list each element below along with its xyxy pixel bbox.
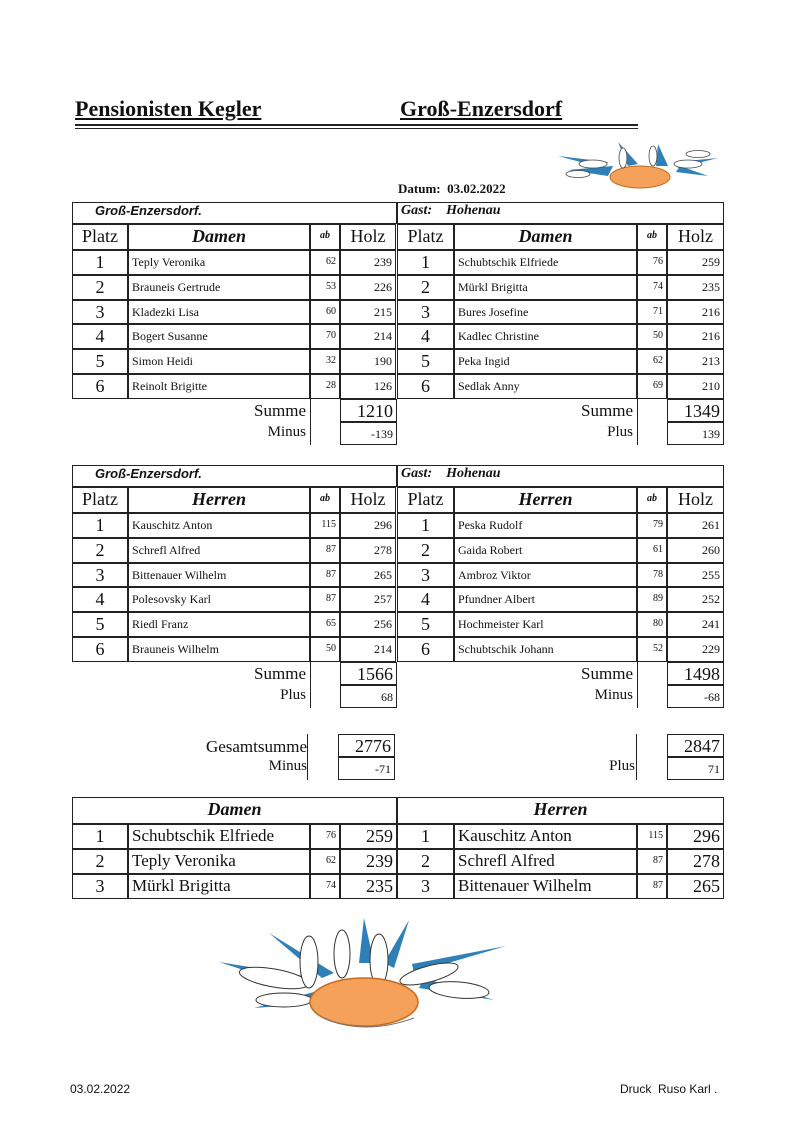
best-herren-header: Herren	[397, 797, 724, 824]
player-name: Schrefl Alfred	[128, 538, 310, 563]
ab-cell: 87	[310, 563, 340, 588]
platz-cell: 6	[72, 374, 128, 399]
total-home-diff-label: Minus	[268, 758, 307, 774]
player-name: Simon Heidi	[128, 349, 310, 374]
best-ab: 115	[637, 824, 667, 849]
divider	[637, 399, 638, 445]
total-guest-diff-label: Plus	[609, 758, 635, 774]
best-ab: 62	[310, 849, 340, 874]
player-name: Teply Veronika	[128, 250, 310, 275]
player-name: Schubtschik Elfriede	[454, 250, 637, 275]
holz-cell: 265	[340, 563, 396, 588]
holz-cell: 256	[340, 612, 396, 637]
guest-team: Hohenau	[446, 203, 501, 218]
platz-cell: 2	[72, 275, 128, 300]
sum-label: Summe	[581, 663, 633, 683]
holz-cell: 229	[667, 637, 724, 662]
diff-value: 68	[340, 685, 397, 708]
holz-cell: 210	[667, 374, 724, 399]
best-holz: 259	[340, 824, 397, 849]
player-name: Bogert Susanne	[128, 324, 310, 349]
total-guest-diff: 71	[667, 757, 724, 780]
holz-cell: 126	[340, 374, 396, 399]
holz-cell: 214	[340, 324, 396, 349]
ab-cell: 52	[637, 637, 667, 662]
best-ab: 76	[310, 824, 340, 849]
best-platz: 2	[72, 849, 128, 874]
diff-value: -139	[340, 422, 397, 445]
best-ab: 74	[310, 874, 340, 899]
ab-cell: 28	[310, 374, 340, 399]
ab-cell: 89	[637, 587, 667, 612]
player-name: Polesovsky Karl	[128, 587, 310, 612]
platz-cell: 5	[397, 349, 454, 374]
platz-cell: 5	[397, 612, 454, 637]
best-holz: 239	[340, 849, 397, 874]
ab-cell: 87	[310, 587, 340, 612]
total-home-diff: -71	[338, 757, 395, 780]
platz-cell: 4	[397, 324, 454, 349]
sum-value: 1498	[667, 662, 724, 685]
total-guest: 2847	[667, 734, 724, 757]
holz-cell: 252	[667, 587, 724, 612]
sum-label: Summe	[581, 400, 633, 420]
holz-cell: 278	[340, 538, 396, 563]
platz-cell: 3	[397, 563, 454, 588]
best-name: Mürkl Brigitta	[128, 874, 310, 899]
best-ab: 87	[637, 874, 667, 899]
col-category: Damen	[454, 224, 637, 250]
guest-team: Hohenau	[446, 466, 501, 481]
holz-cell: 190	[340, 349, 396, 374]
holz-cell: 213	[667, 349, 724, 374]
total-home: 2776	[338, 734, 395, 757]
col-category: Herren	[454, 487, 637, 513]
best-holz: 235	[340, 874, 397, 899]
col-holz: Holz	[340, 224, 396, 250]
diff-label: Minus	[594, 686, 633, 703]
ab-cell: 69	[637, 374, 667, 399]
sum-value: 1566	[340, 662, 397, 685]
divider	[310, 399, 311, 445]
platz-cell: 3	[72, 563, 128, 588]
best-holz: 265	[667, 874, 724, 899]
platz-cell: 5	[72, 349, 128, 374]
player-name: Peka Ingid	[454, 349, 637, 374]
ab-cell: 115	[310, 513, 340, 538]
ab-cell: 74	[637, 275, 667, 300]
bowling-pins-icon	[548, 136, 728, 192]
player-name: Kladezki Lisa	[128, 300, 310, 325]
platz-cell: 1	[397, 513, 454, 538]
diff-label: Plus	[280, 686, 306, 703]
sum-label: Summe	[254, 400, 306, 420]
footer-printer: Druck Ruso Karl .	[620, 1082, 718, 1096]
bowling-pins-large-icon	[214, 918, 514, 1036]
platz-cell: 5	[72, 612, 128, 637]
holz-cell: 261	[667, 513, 724, 538]
best-ab: 87	[637, 849, 667, 874]
platz-cell: 4	[397, 587, 454, 612]
platz-cell: 1	[72, 513, 128, 538]
guest-team-label	[397, 202, 724, 224]
diff-value: -68	[667, 685, 724, 708]
holz-cell: 239	[340, 250, 396, 275]
player-name: Pfundner Albert	[454, 587, 637, 612]
platz-cell: 6	[397, 374, 454, 399]
ab-cell: 50	[310, 637, 340, 662]
ab-cell: 32	[310, 349, 340, 374]
platz-cell: 6	[397, 637, 454, 662]
player-name: Kauschitz Anton	[128, 513, 310, 538]
sum-value: 1349	[667, 399, 724, 422]
guest-label: Gast:	[401, 203, 433, 218]
total-label: Gesamtsumme	[205, 737, 307, 756]
holz-cell: 260	[667, 538, 724, 563]
club-title: Pensionisten Kegler	[75, 96, 262, 121]
platz-cell: 4	[72, 324, 128, 349]
location-title: Groß-Enzersdorf	[400, 96, 563, 121]
diff-value: 139	[667, 422, 724, 445]
col-platz: Platz	[72, 487, 128, 513]
best-platz: 3	[397, 874, 454, 899]
ab-cell: 79	[637, 513, 667, 538]
player-name: Mürkl Brigitta	[454, 275, 637, 300]
ab-cell: 65	[310, 612, 340, 637]
holz-cell: 296	[340, 513, 396, 538]
sum-value: 1210	[340, 399, 397, 422]
col-ab: ab	[310, 487, 340, 513]
best-name: Bittenauer Wilhelm	[454, 874, 637, 899]
player-name: Hochmeister Karl	[454, 612, 637, 637]
ab-cell: 53	[310, 275, 340, 300]
ab-cell: 87	[310, 538, 340, 563]
ab-cell: 50	[637, 324, 667, 349]
ab-cell: 76	[637, 250, 667, 275]
best-name: Schubtschik Elfriede	[128, 824, 310, 849]
best-name: Kauschitz Anton	[454, 824, 637, 849]
best-holz: 296	[667, 824, 724, 849]
col-category: Damen	[128, 224, 310, 250]
player-name: Bures Josefine	[454, 300, 637, 325]
best-name: Schrefl Alfred	[454, 849, 637, 874]
best-platz: 1	[397, 824, 454, 849]
ab-cell: 70	[310, 324, 340, 349]
holz-cell: 235	[667, 275, 724, 300]
player-name: Schubtschik Johann	[454, 637, 637, 662]
date-row	[398, 181, 506, 197]
best-platz: 1	[72, 824, 128, 849]
divider	[310, 662, 311, 708]
col-ab: ab	[637, 224, 667, 250]
ab-cell: 61	[637, 538, 667, 563]
player-name: Sedlak Anny	[454, 374, 637, 399]
platz-cell: 2	[397, 275, 454, 300]
player-name: Reinolt Brigitte	[128, 374, 310, 399]
player-name: Ambroz Viktor	[454, 563, 637, 588]
col-holz: Holz	[340, 487, 396, 513]
best-holz: 278	[667, 849, 724, 874]
col-platz: Platz	[72, 224, 128, 250]
holz-cell: 215	[340, 300, 396, 325]
col-ab: ab	[310, 224, 340, 250]
ab-cell: 71	[637, 300, 667, 325]
sum-label: Summe	[254, 663, 306, 683]
diff-label: Plus	[607, 423, 633, 440]
player-name: Riedl Franz	[128, 612, 310, 637]
col-platz: Platz	[397, 224, 454, 250]
holz-cell: 259	[667, 250, 724, 275]
holz-cell: 257	[340, 587, 396, 612]
player-name: Peska Rudolf	[454, 513, 637, 538]
divider	[637, 662, 638, 708]
guest-team-label	[397, 465, 724, 487]
col-holz: Holz	[667, 487, 724, 513]
best-platz: 2	[397, 849, 454, 874]
player-name: Brauneis Gertrude	[128, 275, 310, 300]
player-name: Gaida Robert	[454, 538, 637, 563]
platz-cell: 3	[397, 300, 454, 325]
ab-cell: 62	[637, 349, 667, 374]
col-category: Herren	[128, 487, 310, 513]
date-label: Datum:	[398, 181, 441, 196]
col-ab: ab	[637, 487, 667, 513]
player-name: Kadlec Christine	[454, 324, 637, 349]
player-name: Brauneis Wilhelm	[128, 637, 310, 662]
best-platz: 3	[72, 874, 128, 899]
ab-cell: 60	[310, 300, 340, 325]
date-value: 03.02.2022	[447, 181, 506, 196]
holz-cell: 214	[340, 637, 396, 662]
footer-date: 03.02.2022	[70, 1082, 131, 1096]
col-platz: Platz	[397, 487, 454, 513]
holz-cell: 226	[340, 275, 396, 300]
platz-cell: 2	[397, 538, 454, 563]
ab-cell: 78	[637, 563, 667, 588]
diff-label: Minus	[267, 423, 306, 440]
platz-cell: 1	[72, 250, 128, 275]
platz-cell: 4	[72, 587, 128, 612]
ab-cell: 62	[310, 250, 340, 275]
holz-cell: 255	[667, 563, 724, 588]
platz-cell: 2	[72, 538, 128, 563]
platz-cell: 1	[397, 250, 454, 275]
holz-cell: 216	[667, 300, 724, 325]
player-name: Bittenauer Wilhelm	[128, 563, 310, 588]
best-name: Teply Veronika	[128, 849, 310, 874]
best-damen-header: Damen	[72, 797, 397, 824]
home-team-label: Groß-Enzersdorf.	[72, 202, 397, 224]
col-holz: Holz	[667, 224, 724, 250]
platz-cell: 6	[72, 637, 128, 662]
guest-label: Gast:	[401, 466, 433, 481]
ab-cell: 80	[637, 612, 667, 637]
holz-cell: 216	[667, 324, 724, 349]
platz-cell: 3	[72, 300, 128, 325]
home-team-label: Groß-Enzersdorf.	[72, 465, 397, 487]
holz-cell: 241	[667, 612, 724, 637]
